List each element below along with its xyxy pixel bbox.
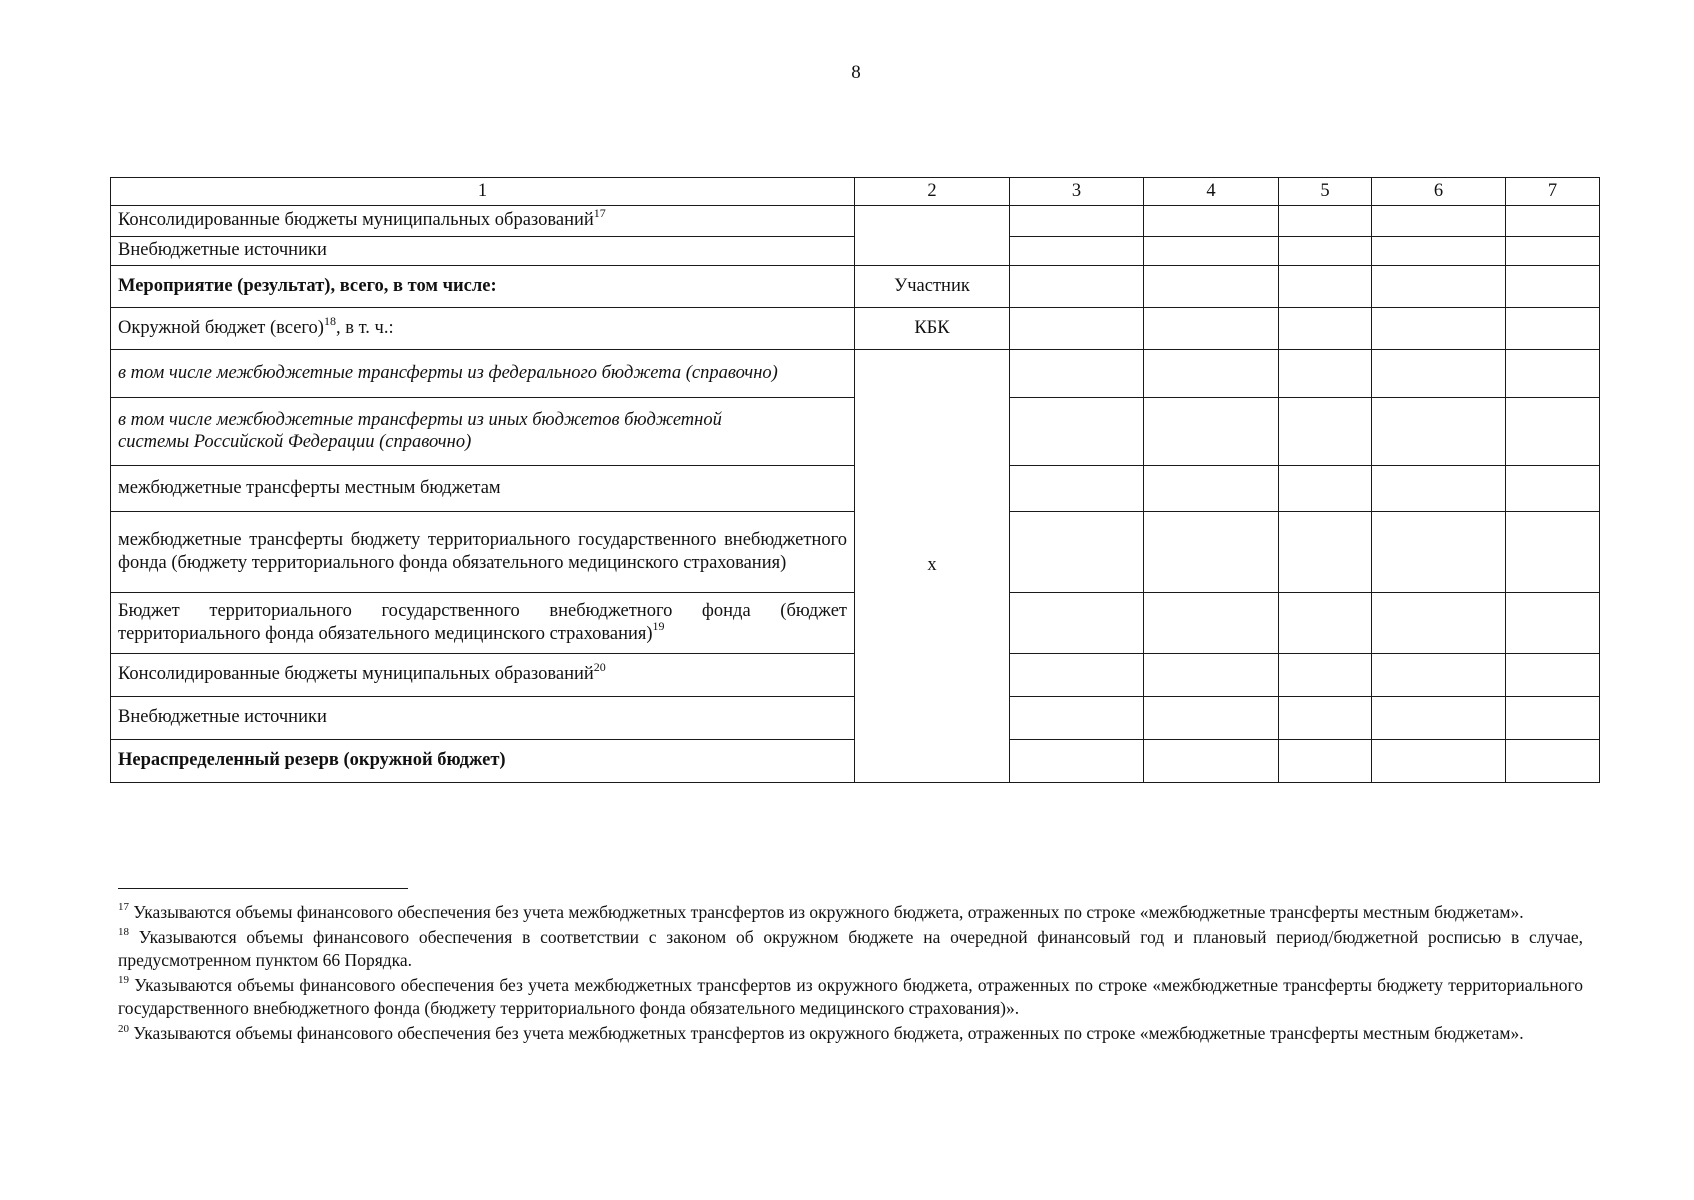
row-label: в том числе межбюджетные трансферты из иных бюджетов бюджетной системы Российской Федерации (справочно) xyxy=(111,397,855,465)
row-label: Консолидированные бюджеты муниципальных образований$^{17}$ xyxy=(111,205,855,236)
data-cell xyxy=(1506,205,1600,236)
column-header-4: 4 xyxy=(1144,178,1279,206)
data-cell xyxy=(1279,236,1372,265)
footnote-separator xyxy=(118,888,408,889)
data-cell xyxy=(1506,349,1600,397)
table-row xyxy=(111,205,1600,236)
data-cell xyxy=(1144,739,1279,782)
row-label: Внебюджетные источники xyxy=(111,236,855,265)
data-cell xyxy=(1506,739,1600,782)
row-label: Бюджет территориального государственного внебюджетного фонда (бюджет территориального фонда обязательного медицинского страхования)$^{19}$ xyxy=(111,592,855,653)
data-cell xyxy=(1372,696,1506,739)
data-cell xyxy=(1279,511,1372,592)
data-cell xyxy=(1144,349,1279,397)
column-header-3: 3 xyxy=(1010,178,1144,206)
data-cell xyxy=(1144,653,1279,696)
data-cell xyxy=(1144,265,1279,307)
data-cell xyxy=(1506,592,1600,653)
data-cell xyxy=(1144,205,1279,236)
data-cell xyxy=(1506,397,1600,465)
data-cell xyxy=(1506,511,1600,592)
data-cell xyxy=(1010,349,1144,397)
footnote-ref: 19 xyxy=(652,619,665,634)
data-cell xyxy=(1279,739,1372,782)
merged-x-cell: х xyxy=(855,349,1010,782)
data-cell xyxy=(1372,511,1506,592)
data-cell xyxy=(1010,307,1144,349)
footnote-19: $^{19}$ Указываются объемы финансового обеспечения без учета межбюджетных трансфертов из окружного бюджета, отраженных по строке «межбюджетные трансферты бюджету территориального государственного внебюджетного фонда (бюджету территориального фонда обязательного медицинского страхования)». xyxy=(118,974,1583,1019)
footnotes xyxy=(118,901,1583,1048)
table-row xyxy=(111,307,1600,349)
row-label: в том числе межбюджетные трансферты из федерального бюджета (справочно) xyxy=(111,349,855,397)
data-cell xyxy=(1144,511,1279,592)
data-cell xyxy=(1372,465,1506,511)
data-cell xyxy=(1010,696,1144,739)
data-cell xyxy=(1372,205,1506,236)
data-cell xyxy=(1010,397,1144,465)
data-cell xyxy=(1372,307,1506,349)
data-cell xyxy=(1372,653,1506,696)
data-cell xyxy=(1372,739,1506,782)
data-cell xyxy=(1010,653,1144,696)
participant-cell: Участник xyxy=(855,265,1010,307)
data-cell xyxy=(1144,397,1279,465)
column-header-2: 2 xyxy=(855,178,1010,206)
data-cell xyxy=(1279,592,1372,653)
data-cell xyxy=(1372,349,1506,397)
footnote-17: $^{17}$ Указываются объемы финансового обеспечения без учета межбюджетных трансфертов из окружного бюджета, отраженных по строке «межбюджетные трансферты местным бюджетам». xyxy=(118,901,1524,922)
data-cell xyxy=(1279,265,1372,307)
data-cell xyxy=(1506,465,1600,511)
data-cell xyxy=(1506,236,1600,265)
row-label: Консолидированные бюджеты муниципальных образований$^{20}$ xyxy=(111,653,855,696)
data-cell xyxy=(1144,307,1279,349)
row-label: межбюджетные трансферты местным бюджетам xyxy=(111,465,855,511)
data-cell xyxy=(1506,696,1600,739)
budget-table xyxy=(110,177,1600,783)
data-cell xyxy=(1144,465,1279,511)
data-cell xyxy=(1010,592,1144,653)
footnote-ref: 20 xyxy=(593,660,606,675)
data-cell xyxy=(1010,739,1144,782)
data-cell xyxy=(1506,265,1600,307)
data-cell xyxy=(1279,349,1372,397)
data-cell xyxy=(1144,696,1279,739)
data-cell xyxy=(1010,465,1144,511)
data-cell xyxy=(1372,592,1506,653)
row-label: межбюджетные трансферты бюджету территориального государственного внебюджетного фонда (бюджету территориального фонда обязательного медицинского страхования) xyxy=(111,511,855,592)
footnote-18: $^{18}$ Указываются объемы финансового обеспечения в соответствии с законом об окружном бюджете на очередной финансовый год и плановый период/бюджетной росписью в случае, предусмотренном пунктом 66 Порядка. xyxy=(118,926,1583,971)
data-cell xyxy=(1279,397,1372,465)
data-cell xyxy=(1372,236,1506,265)
data-cell xyxy=(1506,307,1600,349)
data-cell xyxy=(1279,653,1372,696)
data-cell xyxy=(1372,397,1506,465)
kbk-cell: КБК xyxy=(855,307,1010,349)
footnote-ref: 17 xyxy=(593,206,606,221)
column-header-5: 5 xyxy=(1279,178,1372,206)
data-cell xyxy=(1010,205,1144,236)
page-number: 8 xyxy=(851,62,861,83)
data-cell xyxy=(1279,696,1372,739)
empty-cell xyxy=(855,205,1010,265)
column-header-6: 6 xyxy=(1372,178,1506,206)
table-header-row xyxy=(111,178,1600,206)
column-header-1: 1 xyxy=(111,178,855,206)
column-header-7: 7 xyxy=(1506,178,1600,206)
row-label: Окружной бюджет (всего)$^{18}$, в т. ч.: xyxy=(111,307,855,349)
data-cell xyxy=(1144,592,1279,653)
table-row xyxy=(111,265,1600,307)
data-cell xyxy=(1010,265,1144,307)
table-row xyxy=(111,349,1600,397)
data-cell xyxy=(1372,265,1506,307)
data-cell xyxy=(1279,465,1372,511)
data-cell xyxy=(1010,236,1144,265)
data-cell xyxy=(1506,653,1600,696)
row-label: Мероприятие (результат), всего, в том числе: xyxy=(111,265,855,307)
footnote-ref: 18 xyxy=(323,313,336,328)
row-label: Нераспределенный резерв (окружной бюджет) xyxy=(111,739,855,782)
data-cell xyxy=(1279,205,1372,236)
data-cell xyxy=(1279,307,1372,349)
data-cell xyxy=(1144,236,1279,265)
footnote-20: $^{20}$ Указываются объемы финансового обеспечения без учета межбюджетных трансфертов из окружного бюджета, отраженных по строке «межбюджетные трансферты местным бюджетам». xyxy=(118,1022,1524,1044)
row-label: Внебюджетные источники xyxy=(111,696,855,739)
data-cell xyxy=(1010,511,1144,592)
